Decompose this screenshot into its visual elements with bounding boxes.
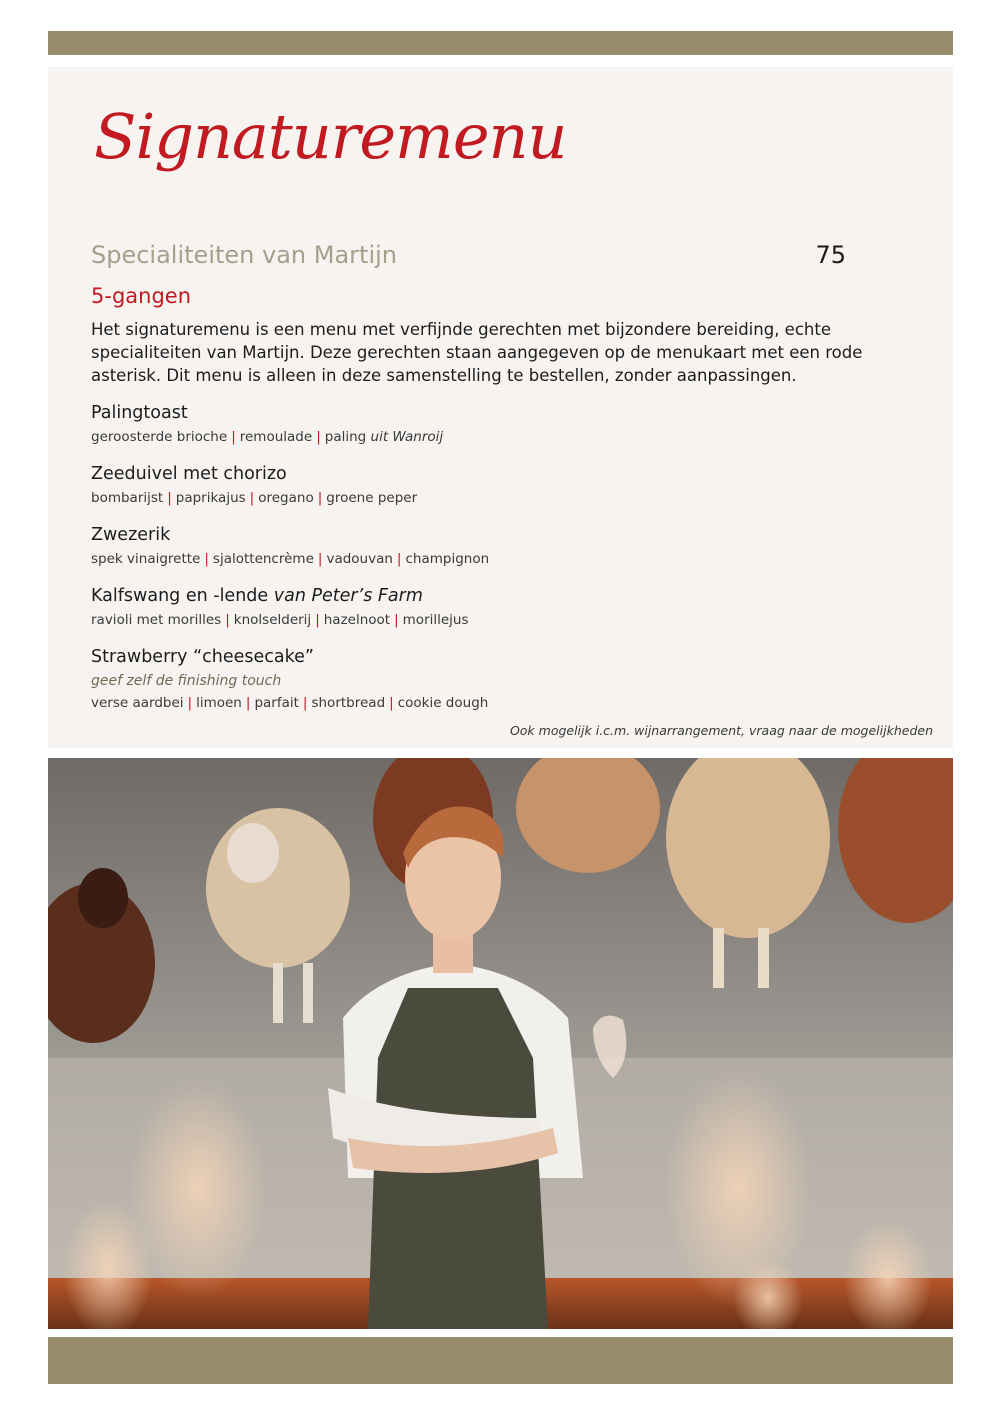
wine-pairing-note: Ook mogelijk i.c.m. wijnarrangement, vraag naar de mogelijkheden: [509, 723, 933, 738]
dish-list: [91, 401, 921, 728]
dish-name-text: Kalfswang en -lende: [91, 586, 269, 606]
dish-ingredients: bombarijst | paprikajus | oregano | groene peper: [91, 490, 418, 506]
dish-name: Zwezerik: [91, 525, 171, 545]
ingredient: vadouvan: [326, 551, 393, 567]
ingredient: limoen: [196, 695, 242, 711]
ingredient: oregano: [258, 490, 314, 506]
dish-ingredients: spek vinaigrette | sjalottencrème | vadouvan | champignon: [91, 551, 490, 567]
bottom-band: [48, 1337, 953, 1384]
dish-ingredients: ravioli met morilles | knolselderij | hazelnoot | morillejus: [91, 612, 469, 628]
ingredient: cookie dough: [397, 695, 489, 711]
dish-item: [91, 401, 921, 448]
section-title: Specialiteiten van Martijn: [91, 241, 397, 269]
ingredient: bombarijst: [91, 490, 164, 506]
ingredient: remoulade: [239, 429, 313, 445]
dish-subtitle: geef zelf de finishing touch: [91, 673, 282, 689]
menu-price: 75: [815, 241, 846, 269]
chef-photo: [48, 758, 953, 1329]
dish-origin: van Peter’s Farm: [273, 586, 423, 606]
menu-intro: Het signaturemenu is een menu met verfijnde gerechten met bijzondere bereiding, echte specialiteiten van Martijn. Deze gerechten staan aangegeven op de menukaart met een rode asterisk. Dit menu is alleen in deze samenstelling te bestellen, zonder aanpassingen.: [91, 320, 863, 385]
ingredient: paprikajus: [175, 490, 246, 506]
ingredient: parfait: [254, 695, 299, 711]
ingredient: groene peper: [326, 490, 418, 506]
ingredient-origin: uit Wanroij: [370, 429, 444, 445]
ingredient: verse aardbei: [91, 695, 184, 711]
dish-name: [91, 584, 921, 609]
ingredient: morillejus: [402, 612, 469, 628]
page-title: Signaturemenu: [94, 100, 567, 173]
ingredient: geroosterde brioche: [91, 429, 228, 445]
top-band: [48, 31, 953, 55]
ingredient: spek vinaigrette: [91, 551, 201, 567]
ingredient: paling: [324, 429, 367, 445]
dish-item: [91, 584, 921, 631]
dish-item: [91, 523, 921, 570]
dish-name: Palingtoast: [91, 403, 188, 423]
dish-ingredients: verse aardbei | limoen | parfait | shortbread | cookie dough: [91, 695, 489, 711]
ingredient: sjalottencrème: [212, 551, 314, 567]
ingredient: shortbread: [311, 695, 386, 711]
dish-name: Zeeduivel met chorizo: [91, 464, 287, 484]
course-count: 5-gangen: [91, 284, 192, 308]
ingredient: champignon: [405, 551, 490, 567]
ingredient: ravioli met morilles: [91, 612, 222, 628]
ingredient: knolselderij: [233, 612, 312, 628]
dish-ingredients: geroosterde brioche | remoulade | paling uit Wanroij: [91, 429, 444, 445]
dish-item: [91, 645, 921, 714]
dish-name: Strawberry “cheesecake”: [91, 647, 314, 667]
dish-item: [91, 462, 921, 509]
ingredient: hazelnoot: [323, 612, 391, 628]
